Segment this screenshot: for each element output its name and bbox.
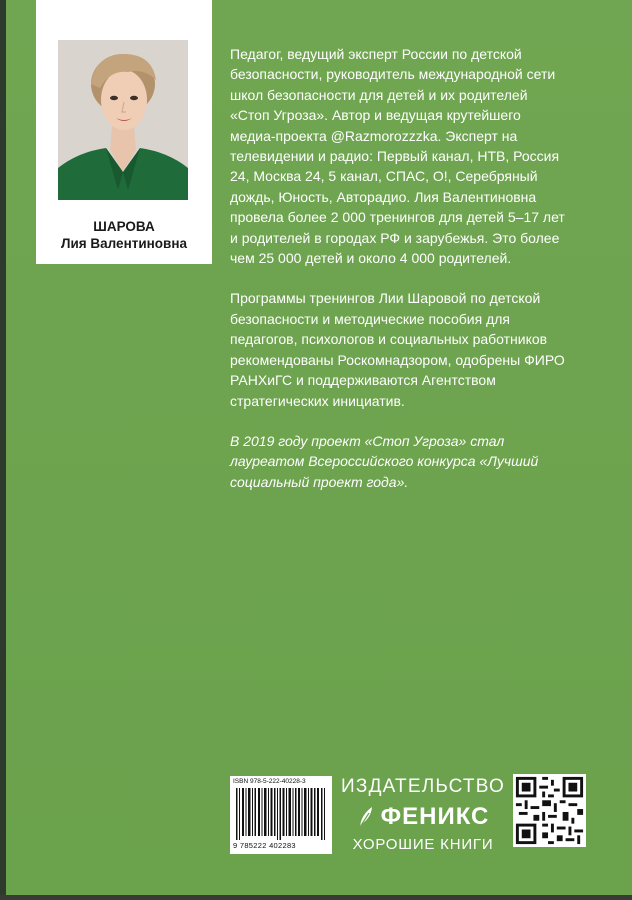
barcode-bars	[236, 788, 326, 840]
feather-icon	[357, 805, 375, 829]
book-spine-edge	[0, 0, 6, 900]
publisher-slogan: ХОРОШИЕ КНИГИ	[352, 836, 494, 853]
qr-code-icon	[513, 774, 586, 847]
publisher-brand	[338, 804, 508, 830]
author-given-name: Лия Валентиновна	[61, 236, 187, 251]
book-bottom-edge	[0, 895, 632, 900]
author-photo	[58, 40, 188, 200]
publisher-logo	[338, 776, 508, 854]
author-name	[36, 218, 212, 252]
author-surname: ШАРОВА	[93, 219, 155, 234]
bio-text	[230, 44, 570, 492]
publisher-label: ИЗДАТЕЛЬСТВО	[341, 776, 505, 797]
isbn-label: ISBN 978-5-222-40228-3	[233, 778, 306, 785]
bio-paragraph-3: В 2019 году проект «Стоп Угроза» стал лауреатом Всероссийского конкурса «Лучший социальный проект года».	[230, 432, 539, 490]
author-card	[36, 0, 212, 264]
publisher-name: ФЕНИКС	[380, 803, 490, 830]
bio-paragraph-2: Программы тренингов Лии Шаровой по детской безопасности и методические пособия для педагогов, психологов и социальных работников рекомендованы Роскомнадзором, одобрены ФИРО РАНХиГС и поддерживаются Агентством стратегических инициатив.	[230, 290, 565, 409]
isbn-barcode	[230, 776, 332, 854]
bio-paragraph-1: Педагог, ведущий эксперт России по детской безопасности, руководитель международной сети школ безопасности для детей и их родителей «Стоп Угроза». Автор и ведущая крутейшего медиа-проекта @Razmorozzzka. Эксперт на телевидении и радио: Первый канал, НТВ, Россия 24, Москва 24, 5 канал, СПАС, О!, Серебряный дождь, Юность, Авторадио. Лия Валентиновна провела более 2 000 тренингов для детей 5–17 лет и родителей в городах РФ и зарубежья. Это более чем 25 000 детей и около 4 000 родителей.	[230, 46, 565, 267]
barcode-number: 9 785222 402283	[233, 841, 296, 850]
